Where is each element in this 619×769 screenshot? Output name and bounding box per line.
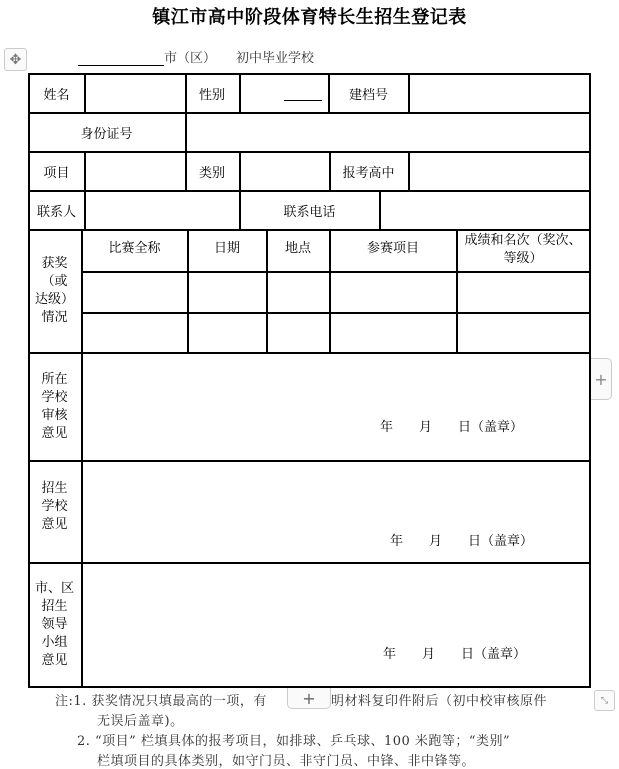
contact-label: 联系人 [36, 204, 76, 220]
city-group-field[interactable] [82, 563, 589, 686]
school-label: 初中毕业学校 [236, 51, 315, 66]
add-row-button[interactable]: + [287, 688, 331, 709]
city-group-date: 年 月 日（盖章） [383, 647, 527, 662]
award-cell[interactable] [82, 313, 187, 352]
admission-school-label: 招生 学校 意见 [41, 480, 68, 532]
target-school-field[interactable] [409, 151, 589, 191]
gender-label: 性别 [198, 87, 225, 103]
awards-label: 获奖 （或 达级） 情况 [34, 256, 74, 325]
school-review-date: 年 月 日（盖章） [380, 420, 524, 435]
category-field[interactable] [240, 151, 329, 191]
award-cell[interactable] [267, 272, 329, 312]
header-date: 日期 [213, 240, 240, 256]
target-school-label: 报考高中 [342, 165, 395, 181]
form-title: 镇江市高中阶段体育特长生招生登记表 [152, 7, 467, 28]
file-no-field[interactable] [409, 73, 589, 113]
admission-school-date: 年 月 日（盖章） [390, 534, 534, 549]
id-label: 身份证号 [80, 126, 133, 142]
note-line-2: 无误后盖章)。 [97, 714, 184, 729]
file-no-label: 建档号 [348, 87, 388, 103]
table-move-handle-icon[interactable]: ✥ [4, 48, 27, 71]
award-cell[interactable] [457, 313, 589, 352]
city-blank[interactable] [78, 50, 164, 66]
school-review-field[interactable] [82, 353, 589, 460]
header-event: 参赛项目 [366, 240, 419, 256]
name-label: 姓名 [43, 87, 70, 103]
gender-field[interactable] [240, 73, 328, 113]
city-group-label: 市、区 招生 领导 小组 意见 [34, 580, 74, 668]
note-line-1: 注:1. 获奖情况只填最高的一项，有 [55, 694, 267, 709]
contact-field[interactable] [85, 190, 239, 230]
gender-blank [284, 99, 322, 101]
header-competition: 比赛全称 [108, 240, 161, 256]
item-field[interactable] [85, 151, 185, 191]
add-column-button[interactable]: + [591, 358, 612, 400]
award-cell[interactable] [82, 272, 187, 312]
header-location: 地点 [284, 240, 311, 256]
award-cell[interactable] [188, 313, 266, 352]
phone-label: 联系电话 [283, 204, 336, 220]
id-field[interactable] [186, 112, 589, 152]
school-review-label: 所在 学校 审核 意见 [41, 371, 68, 441]
note-line-3: 2. “项目” 栏填具体的报考项目，如排球、乒乓球、100 米跑等；“类别” [77, 734, 511, 749]
award-cell[interactable] [188, 272, 266, 312]
note-line-4: 栏填项目的具体类别，如守门员、非守门员、中锋、非中锋等。 [97, 754, 476, 769]
school-line [78, 47, 314, 66]
award-cell[interactable] [267, 313, 329, 352]
award-cell[interactable] [330, 313, 456, 352]
item-label: 项目 [43, 165, 70, 181]
award-cell[interactable] [330, 272, 456, 312]
note-line-1-tail: 明材料复印件附后（初中校审核原件 [331, 694, 548, 709]
city-suffix: 市（区） [164, 51, 217, 66]
name-field[interactable] [85, 73, 185, 113]
header-result: 成绩和名次（奖次、等级） [464, 233, 582, 266]
category-label: 类别 [198, 165, 225, 181]
award-cell[interactable] [457, 272, 589, 312]
table-resize-handle-icon[interactable]: ⤡ [594, 690, 615, 711]
phone-field[interactable] [380, 190, 589, 230]
